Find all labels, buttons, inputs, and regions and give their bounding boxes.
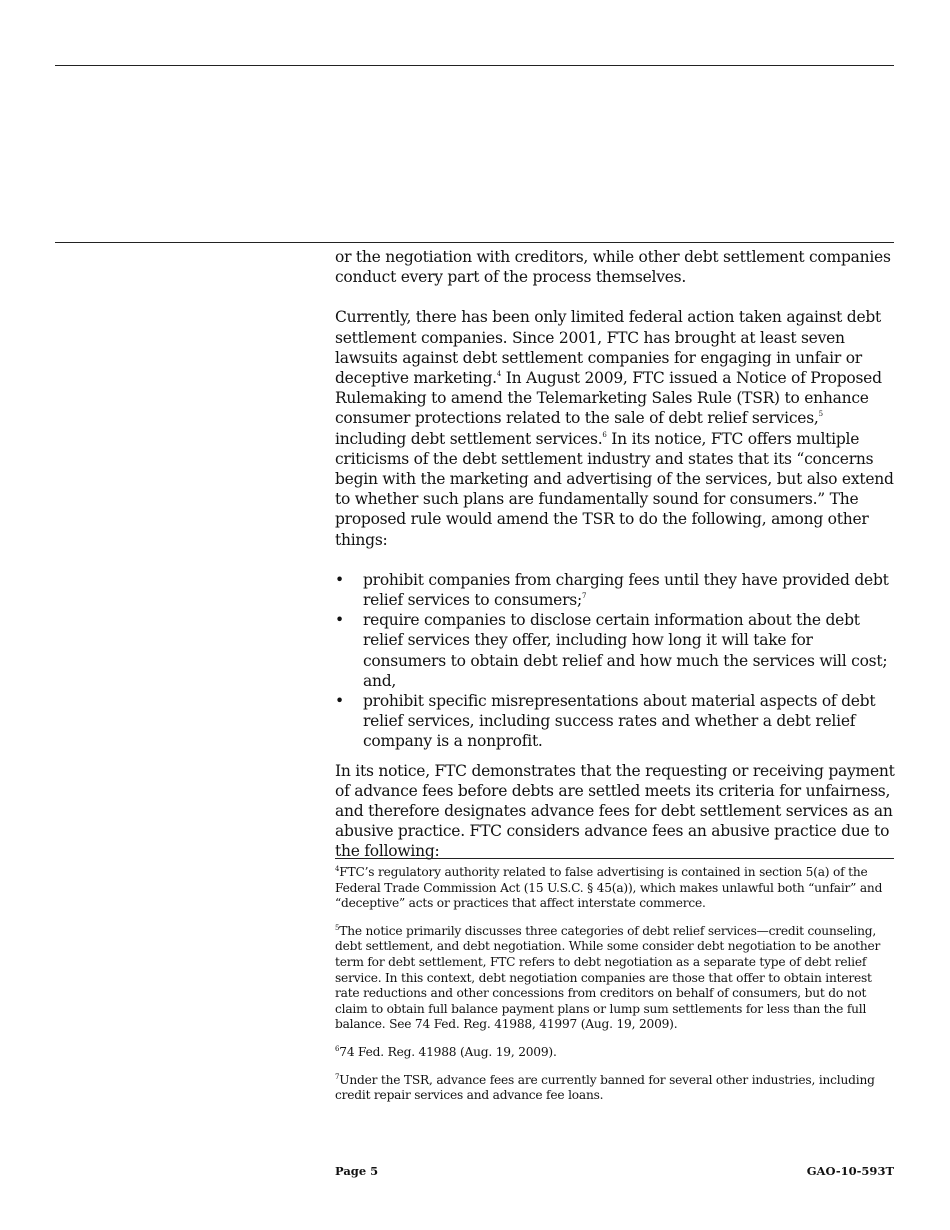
header-rule-bottom bbox=[55, 242, 894, 243]
footnote-4 bbox=[335, 865, 897, 912]
footnote-ref-7[interactable]: 7 bbox=[581, 592, 587, 601]
paragraph-text-d: In its notice, FTC offers multiple criticisms of the debt settlement industry and states that its “concerns begin with the marketing and advertising of the services, but also extend to whether such plans are fundamentally sound for consumers.” The proposed rule would amend the TSR to do the following, among other things: bbox=[335, 429, 894, 549]
footnote-text: The notice primarily discusses three categories of debt relief services—credit counseling, debt settlement, and debt negotiation. While some consider debt negotiation to be another term for debt settlement, FTC refers to debt negotiation as a separate type of debt relief service. In this context, debt negotiation companies are those that offer to obtain interest rate reductions and other concessions from creditors on behalf of consumers, but do not claim to obtain full balance payment plans or lump sum settlements for less than the full balance. See 74 Fed. Reg. 41988, 41997 (Aug. 19, 2009). bbox=[335, 923, 881, 1032]
footnote-number: 7 bbox=[335, 1072, 340, 1081]
header-rule-top bbox=[55, 65, 894, 66]
list-item bbox=[335, 610, 897, 691]
footnote-ref-6[interactable]: 6 bbox=[602, 430, 607, 439]
proposed-rule-list bbox=[335, 570, 897, 752]
main-text bbox=[335, 247, 897, 862]
footnote-text: FTC’s regulatory authority related to false advertising is contained in section 5(a) of the Federal Trade Commission Act (15 U.S.C. § 45(a)), which makes unlawful both “unfair” and “deceptive” acts or practices that affect interstate commerce. bbox=[335, 865, 883, 911]
footnotes bbox=[335, 865, 897, 1116]
footnote-5 bbox=[335, 924, 897, 1033]
footnote-ref-4[interactable]: 4 bbox=[496, 370, 502, 379]
footnote-text: 74 Fed. Reg. 41988 (Aug. 19, 2009). bbox=[339, 1044, 557, 1059]
document-id: GAO-10-593T bbox=[806, 1164, 894, 1178]
footnote-divider bbox=[335, 858, 894, 859]
list-item bbox=[335, 570, 897, 610]
bullet-icon: • bbox=[335, 570, 344, 589]
paragraph-text-a: Currently, there has been only limited federal action taken against debt settlement companies. Since 2001, FTC has brought at least seven lawsuits against debt settlement companies for engaging in unfair or deceptive marketing. bbox=[335, 308, 882, 388]
bullet-icon: • bbox=[335, 692, 344, 711]
list-item-text: require companies to disclose certain information about the debt relief services they offer, including how long it will take for consumers to obtain debt relief and how much the services will cost; and, bbox=[363, 611, 888, 690]
list-item-text: prohibit companies from charging fees until they have provided debt relief services to consumers; bbox=[363, 570, 889, 610]
footnote-6 bbox=[335, 1045, 897, 1061]
page-number: Page 5 bbox=[335, 1164, 379, 1178]
paragraph-continuation: or the negotiation with creditors, while other debt settlement companies conduct every part of the process themselves. bbox=[335, 248, 891, 287]
list-item-text: prohibit specific misrepresentations about material aspects of debt relief services, including success rates and whether a debt relief company is a nonprofit. bbox=[363, 692, 876, 751]
footnote-ref-5[interactable]: 5 bbox=[818, 410, 823, 419]
footnote-number: 4 bbox=[335, 865, 340, 873]
paragraph-text-c: including debt settlement services. bbox=[335, 429, 603, 448]
paragraph-text-b: In August 2009, FTC issued a Notice of Proposed Rulemaking to amend the Telemarketing Sales Rule (TSR) to enhance consumer protections related to the sale of debt relief services, bbox=[335, 369, 882, 428]
footnote-number: 5 bbox=[335, 923, 340, 932]
bullet-icon: • bbox=[335, 611, 344, 630]
footnote-number: 6 bbox=[335, 1044, 340, 1053]
footnote-text: Under the TSR, advance fees are currently banned for several other industries, including credit repair services and advance fee loans. bbox=[335, 1072, 875, 1103]
footnote-7 bbox=[335, 1073, 897, 1104]
paragraph-federal-action bbox=[335, 307, 897, 549]
paragraph-advance-fees: In its notice, FTC demonstrates that the requesting or receiving payment of advance fees before debts are settled meets its criteria for unfairness, and therefore designates advance fees for debt settlement services as an abusive practice. FTC considers advance fees an abusive practice due to the following: bbox=[335, 761, 895, 861]
list-item bbox=[335, 691, 897, 752]
